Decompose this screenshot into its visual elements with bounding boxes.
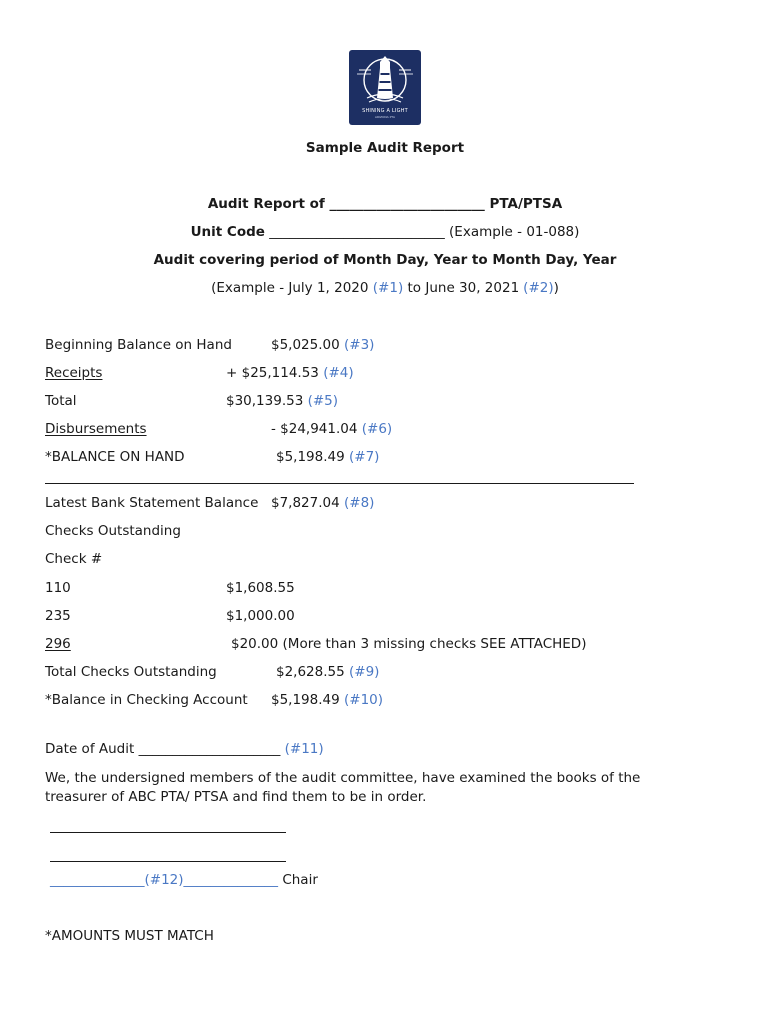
date-of-audit-line <box>45 741 324 757</box>
checking-balance-amount: $5,198.49 <box>271 692 340 708</box>
date-of-audit-label: Date of Audit <box>45 741 135 757</box>
unit-code-line <box>0 224 770 240</box>
beginning-balance-amount: $5,025.00 <box>271 337 340 353</box>
ref-2: (#2) <box>523 280 554 296</box>
balance-on-hand-label: *BALANCE ON HAND <box>45 449 185 465</box>
total-amount: $30,139.53 <box>226 393 304 409</box>
check-row-last <box>45 636 603 652</box>
page-title: Sample Audit Report <box>305 140 465 156</box>
chair-signature-line <box>50 872 318 888</box>
logo-text: SHINING A LIGHT <box>362 108 408 114</box>
chair-label: Chair <box>282 872 318 888</box>
audit-report-of-label: Audit Report of <box>207 196 325 212</box>
period-example-to: to June 30, 2021 <box>407 280 520 296</box>
unit-code-example: (Example - 01-088) <box>449 224 580 240</box>
unit-code-blank: __________________________ <box>269 224 445 240</box>
ref-6: (#6) <box>361 421 393 437</box>
signature-line <box>50 832 286 833</box>
pta-ptsa-label: PTA/PTSA <box>489 196 563 212</box>
beginning-balance-label: Beginning Balance on Hand <box>45 337 232 353</box>
lighthouse-icon <box>349 50 421 108</box>
check-number-heading: Check # <box>45 551 103 567</box>
ref-1: (#1) <box>372 280 404 296</box>
receipts-amount: + $25,114.53 <box>226 365 319 381</box>
checks-outstanding-heading: Checks Outstanding <box>45 523 181 539</box>
total-checks-label: Total Checks Outstanding <box>45 664 217 680</box>
check-amount: $20.00 (More than 3 missing checks SEE ATTACHED) <box>231 636 587 652</box>
logo-subtext: ARIZONA PTA <box>374 115 396 119</box>
ref-4: (#4) <box>323 365 354 381</box>
audit-period-line: Audit covering period of Month Day, Year to Month Day, Year <box>153 252 617 268</box>
audit-report-of-line <box>0 196 770 212</box>
balance-on-hand-amount: $5,198.49 <box>276 449 345 465</box>
amounts-must-match-note: *AMOUNTS MUST MATCH <box>45 928 214 944</box>
period-example-start: (Example - July 1, 2020 <box>211 280 369 296</box>
ref-9: (#9) <box>349 664 380 680</box>
check-amount: $1,000.00 <box>226 608 295 624</box>
check-amount: $1,608.55 <box>226 580 295 596</box>
checking-balance-value <box>271 692 383 708</box>
period-example-line <box>0 280 770 296</box>
committee-statement: We, the undersigned members of the audit committee, have examined the books of the treasurer of ABC PTA/ PTSA and find them to be in order. <box>45 770 641 805</box>
total-checks-value <box>276 664 379 680</box>
check-number: 235 <box>45 608 71 624</box>
total-checks-amount: $2,628.55 <box>276 664 345 680</box>
pta-logo <box>349 50 421 125</box>
receipts-value <box>226 365 354 381</box>
total-value <box>226 393 338 409</box>
divider <box>45 483 634 484</box>
total-label: Total <box>45 393 77 409</box>
disbursements-row <box>45 421 397 437</box>
disbursements-label: Disbursements <box>45 421 147 437</box>
period-example-close: ) <box>553 280 559 296</box>
ref-12: ______________(#12)______________ <box>50 872 279 888</box>
bank-statement-amount: $7,827.04 <box>271 495 340 511</box>
disbursements-amount: - $24,941.04 <box>271 421 358 437</box>
disbursements-value <box>271 421 392 437</box>
signature-line <box>50 861 286 862</box>
bank-statement-label: Latest Bank Statement Balance <box>45 495 259 511</box>
ref-3: (#3) <box>344 337 375 353</box>
ref-7: (#7) <box>349 449 380 465</box>
receipts-label: Receipts <box>45 365 103 381</box>
bank-statement-value <box>271 495 374 511</box>
ref-11: (#11) <box>284 741 324 757</box>
check-number: 296 <box>45 636 71 652</box>
ref-8: (#8) <box>344 495 375 511</box>
unit-code-label: Unit Code <box>190 224 265 240</box>
receipts-row <box>45 365 367 381</box>
checking-balance-label: *Balance in Checking Account <box>45 692 248 708</box>
date-of-audit-blank: _____________________ <box>138 741 281 757</box>
audit-report-of-blank: _______________________ <box>329 196 485 212</box>
ref-10: (#10) <box>344 692 384 708</box>
ref-5: (#5) <box>307 393 339 409</box>
beginning-balance-value <box>271 337 374 353</box>
balance-on-hand-value <box>276 449 379 465</box>
check-number: 110 <box>45 580 71 596</box>
